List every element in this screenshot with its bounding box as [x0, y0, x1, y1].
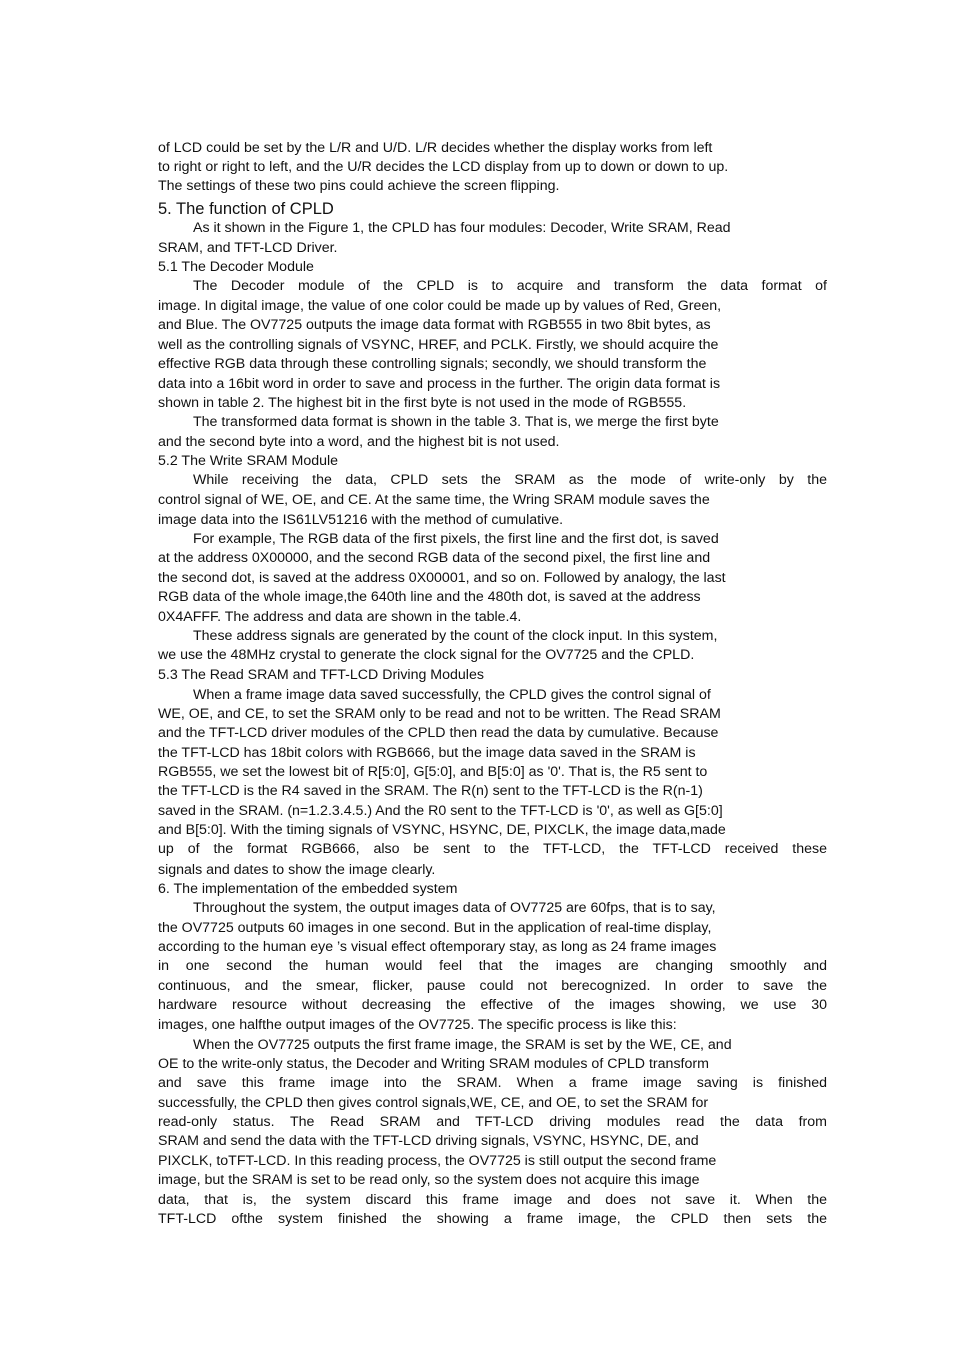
text-line: and save this frame image into the SRAM. When a frame image saving is finished [158, 1075, 827, 1091]
text-line: according to the human eye ’s visual effect oftemporary stay, as long as 24 frame images [158, 939, 717, 955]
text-line: the second dot, is saved at the address 0X00001, and so on. Followed by analogy, the last [158, 570, 726, 586]
text-line: up of the format RGB666, also be sent to the TFT-LCD, the TFT-LCD received these [158, 841, 827, 857]
text-line: data into a 16bit word in order to save and process in the further. The origin data format is [158, 376, 721, 392]
text-line: the OV7725 outputs 60 images in one second. But in the application of real-time display, [158, 920, 712, 936]
text-line: of LCD could be set by the L/R and U/D. L/R decides whether the display works from left [158, 140, 713, 156]
text-line: read-only status. The Read SRAM and TFT-LCD driving modules read the data from [158, 1114, 827, 1130]
text-line: well as the controlling signals of VSYNC, HREF, and PCLK. Firstly, we should acquire the [158, 337, 719, 353]
text-line: SRAM, and TFT-LCD Driver. [158, 240, 338, 256]
text-line: data, that is, the system discard this frame image and does not save it. When the [158, 1192, 827, 1208]
text-line: we use the 48MHz crystal to generate the clock signal for the OV7725 and the CPLD. [158, 647, 695, 663]
text-line: images, one halfthe output images of the OV7725. The specific process is like this: [158, 1017, 677, 1033]
text-line: SRAM and send the data with the TFT-LCD driving signals, VSYNC, HSYNC, DE, and [158, 1133, 699, 1149]
subsection-heading: 5.1 The Decoder Module [158, 259, 314, 275]
text-line: When a frame image data saved successfully, the CPLD gives the control signal of [193, 687, 711, 703]
text-line: These address signals are generated by the count of the clock input. In this system, [193, 628, 718, 644]
text-line: in one second the human would feel that the images are changing smoothly and [158, 958, 827, 974]
text-line: signals and dates to show the image clearly. [158, 862, 436, 878]
text-line: continuous, and the smear, flicker, pause could not berecognized. In order to save the [158, 978, 827, 994]
text-line: PIXCLK, toTFT-LCD. In this reading process, the OV7725 is still output the second frame [158, 1153, 717, 1169]
text-line: the TFT-LCD is the R4 saved in the SRAM. The R(n) sent to the TFT-LCD is the R(n-1) [158, 783, 703, 799]
text-line: effective RGB data through these controlling signals; secondly, we should transform the [158, 356, 707, 372]
text-line: image, but the SRAM is set to be read only, so the system does not acquire this image [158, 1172, 700, 1188]
text-line: the TFT-LCD has 18bit colors with RGB666, but the image data saved in the SRAM is [158, 745, 696, 761]
text-line: OE to the write-only status, the Decoder and Writing SRAM modules of CPLD transform [158, 1056, 709, 1072]
text-line: and B[5:0]. With the timing signals of VSYNC, HSYNC, DE, PIXCLK, the image data,made [158, 822, 726, 838]
text-line: successfully, the CPLD then gives control signals,WE, CE, and OE, to set the SRAM for [158, 1095, 709, 1111]
text-line: shown in table 2. The highest bit in the first byte is not used in the mode of RGB555. [158, 395, 687, 411]
text-line: saved in the SRAM. (n=1.2.3.4.5.) And the R0 sent to the TFT-LCD is '0', as well as G[5:0] [158, 803, 723, 819]
text-line: As it shown in the Figure 1, the CPLD has four modules: Decoder, Write SRAM, Read [193, 220, 731, 236]
text-line: TFT-LCD ofthe system finished the showing a frame image, the CPLD then sets the [158, 1211, 827, 1227]
text-line: image data into the IS61LV51216 with the method of cumulative. [158, 512, 564, 528]
subsection-heading: 5.2 The Write SRAM Module [158, 453, 339, 469]
subsection-heading: 5.3 The Read SRAM and TFT-LCD Driving Modules [158, 667, 484, 683]
text-line: RGB555, we set the lowest bit of R[5:0], G[5:0], and B[5:0] as '0'. That is, the R5 sent to [158, 764, 708, 780]
text-line: control signal of WE, OE, and CE. At the same time, the Wring SRAM module saves the [158, 492, 710, 508]
text-line: WE, OE, and CE, to set the SRAM only to be read and not to be written. The Read SRAM [158, 706, 721, 722]
text-line: For example, The RGB data of the first pixels, the first line and the first dot, is saved [193, 531, 719, 547]
text-line: When the OV7725 outputs the first frame image, the SRAM is set by the WE, CE, and [193, 1037, 732, 1053]
text-line: While receiving the data, CPLD sets the SRAM as the mode of write-only by the [193, 472, 827, 488]
text-line: and Blue. The OV7725 outputs the image data format with RGB555 in two 8bit bytes, as [158, 317, 711, 333]
section-heading: 5. The function of CPLD [158, 200, 334, 218]
text-line: and the second byte into a word, and the highest bit is not used. [158, 434, 560, 450]
text-line: The settings of these two pins could achieve the screen flipping. [158, 178, 560, 194]
text-line: The transformed data format is shown in the table 3. That is, we merge the first byte [193, 414, 719, 430]
text-line: 0X4AFFF. The address and data are shown in the table.4. [158, 609, 522, 625]
section-heading: 6. The implementation of the embedded system [158, 881, 458, 897]
text-line: The Decoder module of the CPLD is to acquire and transform the data format of [193, 278, 827, 294]
text-line: Throughout the system, the output images data of OV7725 are 60fps, that is to say, [193, 900, 716, 916]
text-line: and the TFT-LCD driver modules of the CPLD then read the data by cumulative. Because [158, 725, 719, 741]
text-line: at the address 0X00000, and the second RGB data of the second pixel, the first line and [158, 550, 711, 566]
text-line: to right or right to left, and the U/R decides the LCD display from up to down or down to up. [158, 159, 729, 175]
text-line: image. In digital image, the value of one color could be made up by values of Red, Green, [158, 298, 722, 314]
text-line: RGB data of the whole image,the 640th line and the 480th dot, is saved at the address [158, 589, 701, 605]
text-line: hardware resource without decreasing the effective of the images showing, we use 30 [158, 997, 827, 1013]
